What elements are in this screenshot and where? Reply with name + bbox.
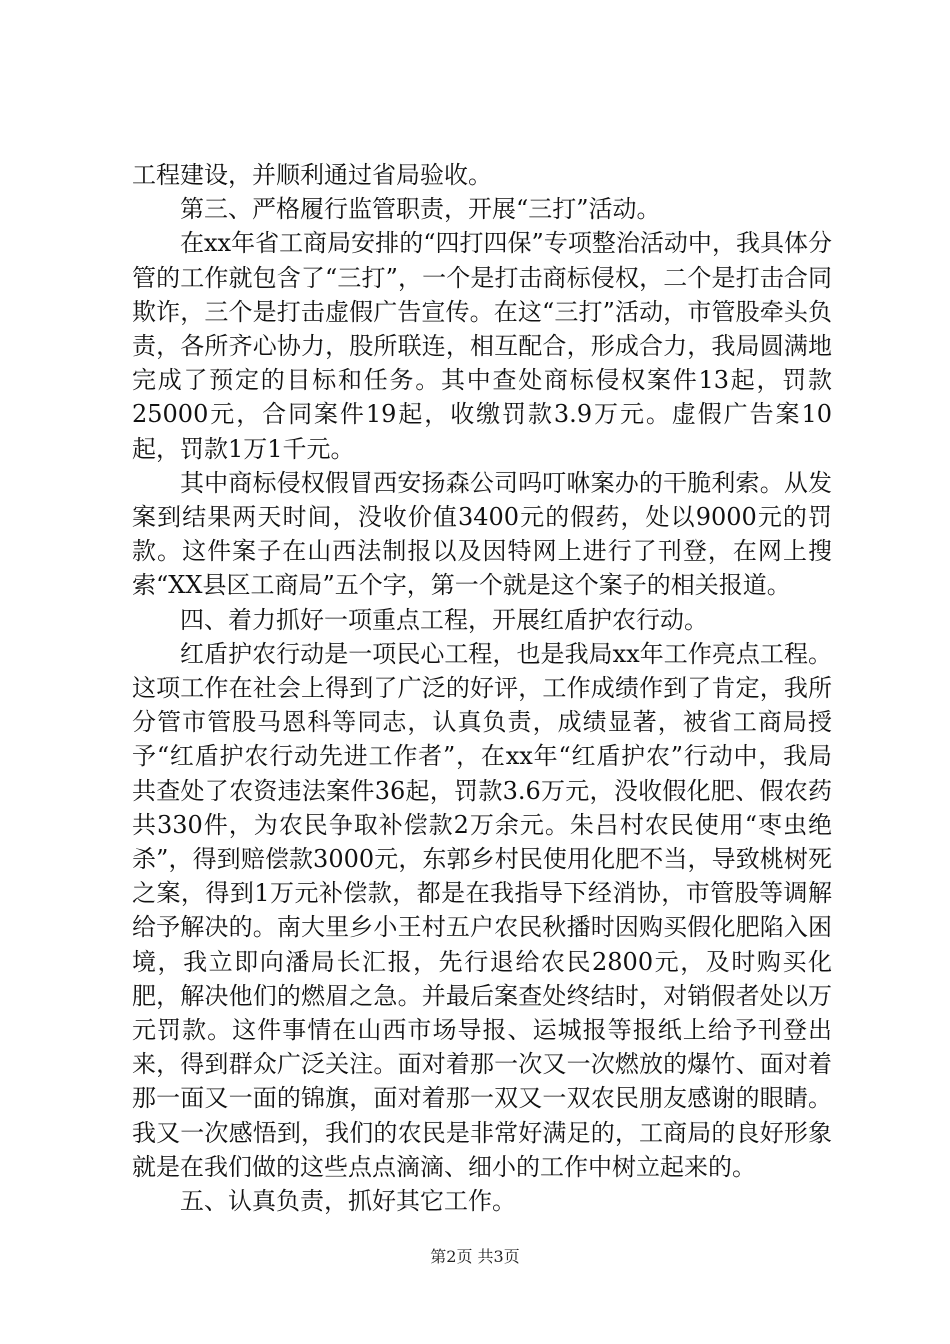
document-body <box>132 158 832 1218</box>
page-footer: 第2页 共3页 <box>430 1247 520 1266</box>
paragraph-continuation: 工程建设，并顺利通过省局验收。 <box>132 161 492 189</box>
paragraph-trademark-case: 其中商标侵权假冒西安扬森公司吗叮咻案办的干脆利索。从发案到结果两天时间，没收价值3400元的假药，处以9000元的罚款。这件案子在山西法制报以及因特网上进行了刊登，在网上搜索“XX县区工商局”五个字，第一个就是这个案子的相关报道。 <box>132 468 832 600</box>
heading-section-4: 四、着力抓好一项重点工程，开展红盾护农行动。 <box>180 605 708 634</box>
heading-section-5: 五、认真负责，抓好其它工作。 <box>180 1187 516 1216</box>
paragraph-red-shield: 红盾护农行动是一项民心工程，也是我局xx年工作亮点工程。这项工作在社会上得到了广泛的好评，工作成绩作到了肯定，我所分管市管股马恩科等同志，认真负责，成绩显著，被省工商局授予“红盾护农行动先进工作者”，在xx年“红盾护农”行动中，我局共查处了农资违法案件36起，罚款3.6万元，没收假化肥、假农药共330件，为农民争取补偿款2万余元。朱吕村农民使用“枣虫绝杀”，得到赔偿款3000元，东郭乡村民使用化肥不当，导致桃树死之案，得到1万元补偿款，都是在我指导下经消协，市管股等调解给予解决的。南大里乡小王村五户农民秋播时因购买假化肥陷入困境，我立即向潘局长汇报，先行退给农民2800元，及时购买化肥，解决他们的燃眉之急。并最后案查处终结时，对销假者处以万元罚款。这件事情在山西市场导报、运城报等报纸上给予刊登出来，得到群众广泛关注。面对着那一次又一次燃放的爆竹、面对着那一面又一面的锦旗，面对着那一双又一双农民朋友感谢的眼睛。我又一次感悟到，我们的农民是非常好满足的，工商局的良好形象就是在我们做的这些点点滴滴、细小的工作中树立起来的。 <box>132 639 832 1181</box>
paragraph-three-strikes: 在xx年省工商局安排的“四打四保”专项整治活动中，我具体分管的工作就包含了“三打”，一个是打击商标侵权，二个是打击合同欺诈，三个是打击虚假广告宣传。在这“三打”活动，市管股牵头负责，各所齐心协力，股所联连，相互配合，形成合力，我局圆满地完成了预定的目标和任务。其中查处商标侵权案件13起，罚款25000元，合同案件19起，收缴罚款3.9万元。虚假广告案10起，罚款1万1千元。 <box>132 229 832 463</box>
heading-section-3: 第三、严格履行监管职责，开展“三打”活动。 <box>180 195 661 224</box>
